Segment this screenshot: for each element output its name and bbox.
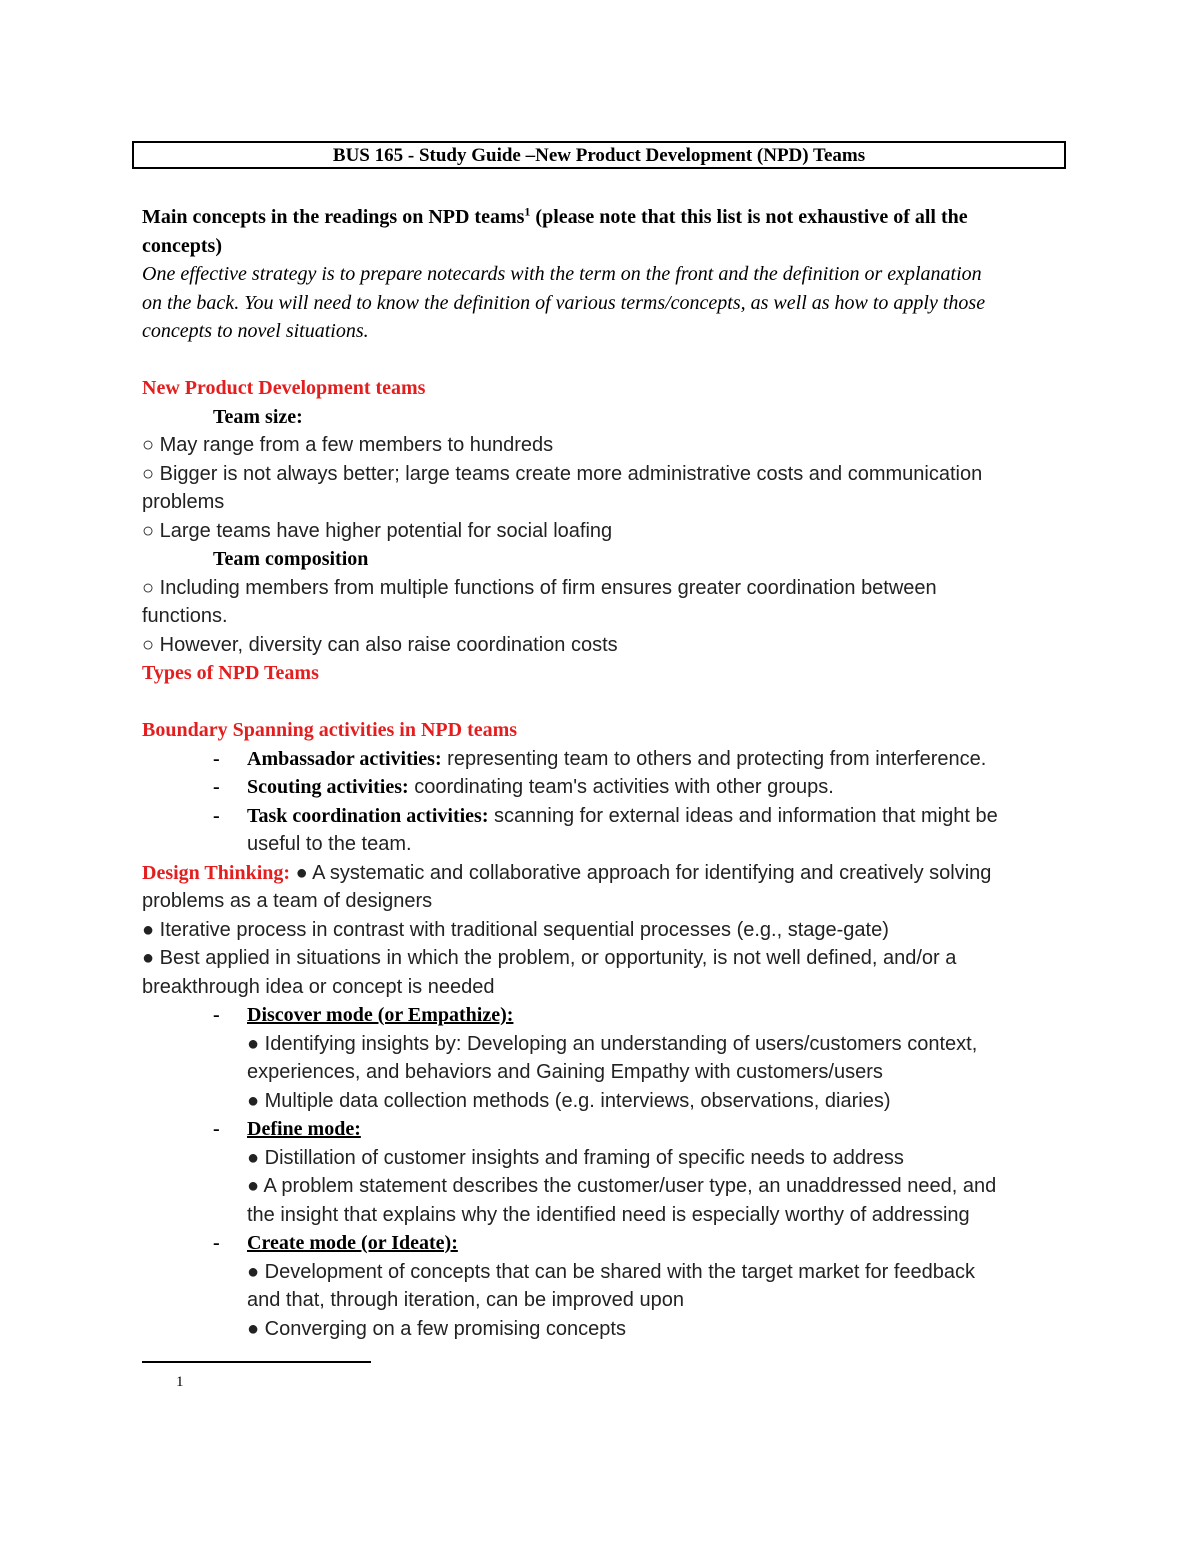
team-size-item: ○ May range from a few members to hundreds <box>142 434 554 456</box>
discover-mode-title: Discover mode (or Empathize): <box>247 1004 514 1026</box>
mode-line: ● Identifying insights by: Developing an understanding of users/customers context, <box>247 1032 978 1055</box>
mode-title-row <box>142 1229 1062 1258</box>
team-size-item: ○ Large teams have higher potential for social loafing <box>142 519 613 542</box>
design-thinking-line1 <box>142 859 1062 888</box>
document-body <box>142 203 1062 1343</box>
boundary-text: representing team to others and protecting from interference. <box>441 747 987 770</box>
intro-italic-line3: concepts to novel situations. <box>142 320 369 342</box>
intro-italic-line1: One effective strategy is to prepare notecards with the term on the front and the definition or explanation <box>142 263 982 285</box>
dash-bullet: - <box>213 1232 220 1254</box>
boundary-term: Task coordination activities: <box>247 804 489 827</box>
boundary-text: coordinating team's activities with other groups. <box>408 776 834 798</box>
team-composition-item: ○ Including members from multiple functions of firm ensures greater coordination between <box>142 576 937 599</box>
design-thinking-text: ● A systematic and collaborative approach for identifying and creatively solving <box>290 861 992 884</box>
design-thinking-line3: ● Iterative process in contrast with traditional sequential processes (e.g., stage-gate) <box>142 918 889 941</box>
boundary-text: scanning for external ideas and information that might be <box>488 804 998 827</box>
mode-line: ● Distillation of customer insights and framing of specific needs to address <box>247 1146 904 1169</box>
mode-line: experiences, and behaviors and Gaining Empathy with customers/users <box>247 1061 883 1083</box>
mode-title-row <box>142 1115 1062 1144</box>
types-heading: Types of NPD Teams <box>142 662 319 684</box>
boundary-item <box>142 773 1062 802</box>
footnote-separator <box>142 1361 371 1363</box>
mode-line: the insight that explains why the identified need is especially worthy of addressing <box>247 1203 970 1226</box>
team-size-item: problems <box>142 491 225 513</box>
mode-line: ● A problem statement describes the customer/user type, an unaddressed need, and <box>247 1175 997 1197</box>
design-thinking-label: Design Thinking: <box>142 861 291 884</box>
intro-heading-rest: (please note that this list is not exhaustive of all the <box>530 206 968 228</box>
footnote-ref: 1 <box>524 204 531 219</box>
team-composition-item: functions. <box>142 605 228 627</box>
boundary-term: Scouting activities: <box>247 776 409 798</box>
design-thinking-line4: ● Best applied in situations in which the problem, or opportunity, is not well defined, and/or a <box>142 947 957 969</box>
mode-line: and that, through iteration, can be improved upon <box>247 1289 684 1311</box>
intro-heading-text: Main concepts in the readings on NPD teams <box>142 206 525 228</box>
npd-section-heading: New Product Development teams <box>142 377 426 399</box>
team-size-item: ○ Bigger is not always better; large teams create more administrative costs and communication <box>142 462 983 485</box>
mode-line: ● Multiple data collection methods (e.g. interviews, observations, diaries) <box>247 1089 891 1112</box>
intro-italic-line2: on the back. You will need to know the definition of various terms/concepts, as well as how to apply those <box>142 291 986 314</box>
dash-bullet: - <box>213 747 220 770</box>
intro-heading <box>142 203 1062 232</box>
mode-line: ● Converging on a few promising concepts <box>247 1317 626 1340</box>
boundary-term: Ambassador activities: <box>247 747 442 770</box>
intro-heading-line2: concepts) <box>142 234 222 257</box>
team-size-label: Team size: <box>213 405 303 428</box>
footnote-number: 1 <box>176 1374 184 1390</box>
document-title: BUS 165 - Study Guide –New Product Development (NPD) Teams <box>132 141 1066 169</box>
boundary-heading: Boundary Spanning activities in NPD teams <box>142 719 518 741</box>
team-composition-item: ○ However, diversity can also raise coordination costs <box>142 633 618 656</box>
create-mode-title: Create mode (or Ideate): <box>247 1232 458 1254</box>
design-thinking-line5: breakthrough idea or concept is needed <box>142 975 495 998</box>
boundary-item <box>142 802 1062 831</box>
boundary-item-continuation: useful to the team. <box>247 833 412 855</box>
spacer <box>142 688 1062 717</box>
mode-line: ● Development of concepts that can be shared with the target market for feedback <box>247 1260 976 1283</box>
mode-title-row <box>142 1001 1062 1030</box>
dash-bullet: - <box>213 804 220 827</box>
spacer <box>142 346 1062 375</box>
dash-bullet: - <box>213 776 220 798</box>
design-thinking-line2: problems as a team of designers <box>142 890 433 912</box>
dash-bullet: - <box>213 1118 220 1140</box>
dash-bullet: - <box>213 1004 220 1026</box>
team-composition-label: Team composition <box>213 548 369 570</box>
boundary-item <box>142 745 1062 774</box>
define-mode-title: Define mode: <box>247 1118 361 1140</box>
